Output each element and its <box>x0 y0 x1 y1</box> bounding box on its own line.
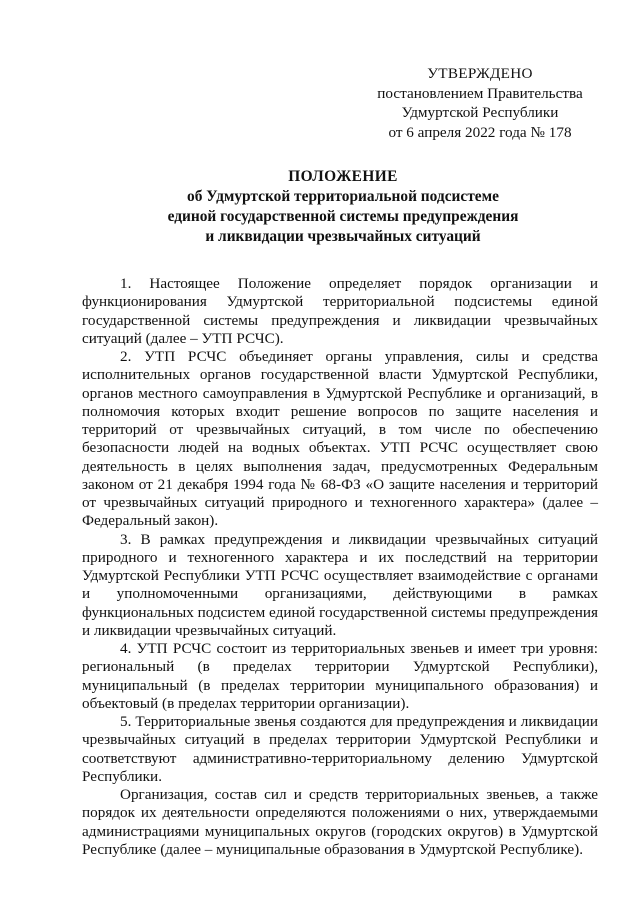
approval-stamp <box>375 64 585 142</box>
paragraph-4: 4. УТП РСЧС состоит из территориальных звеньев и имеет три уровня: региональный (в пределах территории Удмуртской Республики), муниципальный (в пределах территории муниципального образования) и объектовый (в пределах территории организации). <box>82 640 598 712</box>
document-subtitle-line-3: и ликвидации чрезвычайных ситуаций <box>205 228 481 245</box>
approval-date-number: от 6 апреля 2022 года № 178 <box>388 123 572 141</box>
approval-region: Удмуртской Республики <box>401 104 559 121</box>
document-heading <box>88 167 598 247</box>
paragraph-6: Организация, состав сил и средств территориальных звеньев, а также порядок их деятельности определяются положениями о них, утверждаемыми администрациями муниципальных округов (городских округов) в Удмуртской Республике (далее – муниципальные образования в Удмуртской Республике). <box>82 786 598 858</box>
document-title: ПОЛОЖЕНИЕ <box>288 168 398 185</box>
approval-by: постановлением Правительства <box>377 84 583 102</box>
paragraph-3: 3. В рамках предупреждения и ликвидации чрезвычайных ситуаций природного и техногенного характера и их последствий на территории Удмуртской Республики УТП РСЧС осуществляет взаимодействие с органами и уполномоченными организациями, действующими в рамках функциональных подсистем единой государственной системы предупреждения и ликвидации чрезвычайных ситуаций. <box>82 530 598 639</box>
paragraph-2: 2. УТП РСЧС объединяет органы управления, силы и средства исполнительных органов государственной власти Удмуртской Республики, органов местного самоуправления в Удмуртской Республике и организаций, в полномочия которых входит решение вопросов по защите населения и территорий от чрезвычайных ситуаций, в том числе по обеспечению безопасности людей на водных объектах. УТП РСЧС осуществляет свою деятельность в целях выполнения задач, предусмотренных Федеральным законом от 21 декабря 1994 года № 68-ФЗ «О защите населения и территорий от чрезвычайных ситуаций природного и техногенного характера» (далее – Федеральный закон). <box>82 348 598 530</box>
document-subtitle-line-1: об Удмуртской территориальной подсистеме <box>187 188 499 205</box>
document-subtitle-line-2: единой государственной системы предупреждения <box>167 208 519 225</box>
document-body <box>82 275 598 859</box>
paragraph-5: 5. Территориальные звенья создаются для предупреждения и ликвидации чрезвычайных ситуаций в пределах территории Удмуртской Республики и соответствуют административно-территориальному делению Удмуртской Республики. <box>82 713 598 785</box>
paragraph-1: 1. Настоящее Положение определяет порядок организации и функционирования Удмуртской территориальной подсистемы единой государственной системы предупреждения и ликвидации чрезвычайных ситуаций (далее – УТП РСЧС). <box>82 275 598 347</box>
approval-status: УТВЕРЖДЕНО <box>427 65 533 82</box>
